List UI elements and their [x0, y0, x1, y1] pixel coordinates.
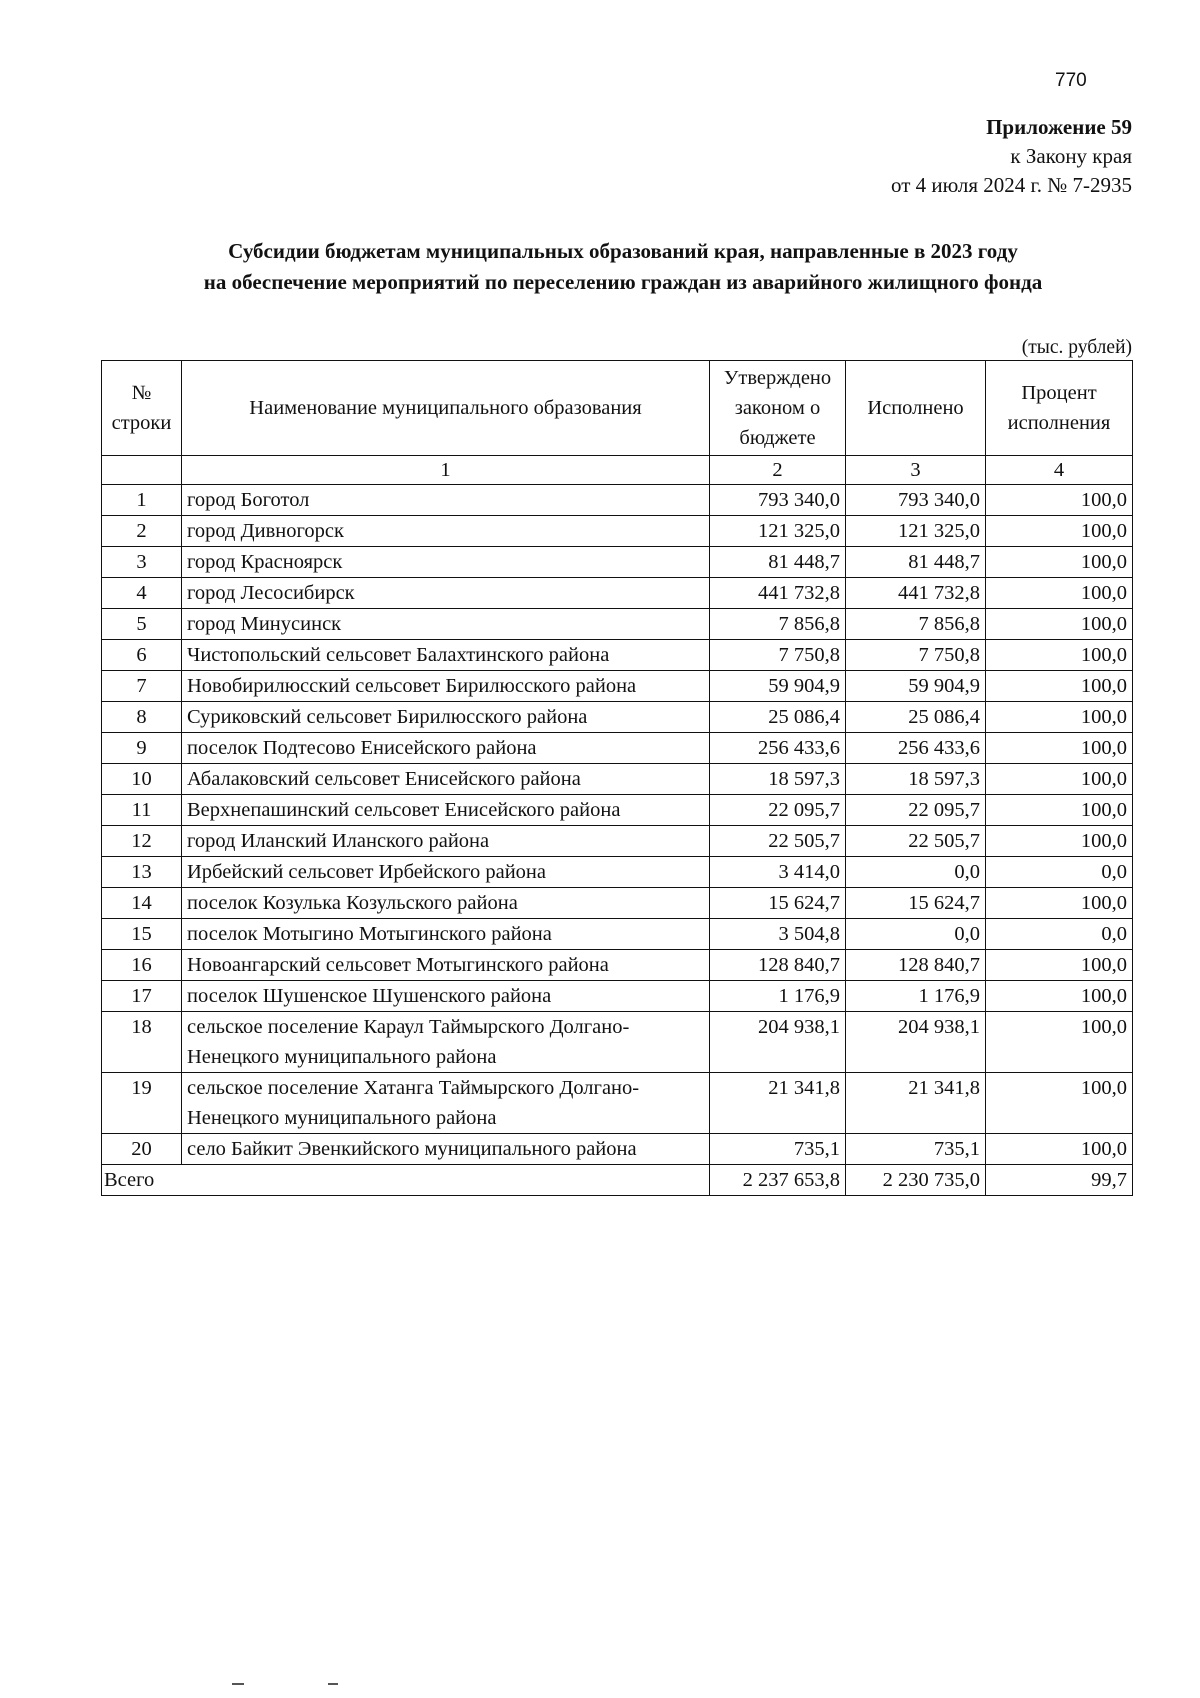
- table-row: [102, 919, 1133, 950]
- header-percent: Процент исполнения: [986, 361, 1133, 456]
- percent-cell: 100,0: [986, 950, 1133, 981]
- column-number: 2: [710, 456, 846, 485]
- municipality-name-cell: поселок Шушенское Шушенского района: [182, 981, 710, 1012]
- table-body: [102, 485, 1133, 1165]
- column-number-blank: [102, 456, 182, 485]
- executed-cell: 0,0: [846, 919, 986, 950]
- percent-cell: 100,0: [986, 578, 1133, 609]
- document-title-line-2: на обеспечение мероприятий по переселению граждан из аварийного жилищного фонда: [203, 270, 1043, 294]
- percent-cell: 100,0: [986, 1073, 1133, 1134]
- scan-artifact: [232, 1683, 244, 1685]
- approved-cell: 21 341,8: [710, 1073, 846, 1134]
- table-row: [102, 1134, 1133, 1165]
- row-number-cell: 10: [102, 764, 182, 795]
- total-approved: 2 237 653,8: [710, 1165, 846, 1196]
- executed-cell: 59 904,9: [846, 671, 986, 702]
- page-number: 770: [1055, 70, 1087, 91]
- municipality-name-cell: село Байкит Эвенкийского муниципального района: [182, 1134, 710, 1165]
- table-row: [102, 1073, 1133, 1134]
- row-number-cell: 20: [102, 1134, 182, 1165]
- row-number-cell: 17: [102, 981, 182, 1012]
- row-number-cell: 8: [102, 702, 182, 733]
- row-number-cell: 9: [102, 733, 182, 764]
- table-row: [102, 764, 1133, 795]
- approved-cell: 22 095,7: [710, 795, 846, 826]
- executed-cell: 735,1: [846, 1134, 986, 1165]
- header-row-number: № строки: [102, 361, 182, 456]
- executed-cell: 793 340,0: [846, 485, 986, 516]
- percent-cell: 100,0: [986, 547, 1133, 578]
- appendix-date: от 4 июля 2024 г. № 7-2935: [891, 173, 1132, 197]
- municipality-name-cell: город Боготол: [182, 485, 710, 516]
- row-number-cell: 5: [102, 609, 182, 640]
- executed-cell: 7 750,8: [846, 640, 986, 671]
- table-row: [102, 1012, 1133, 1073]
- document-title: [100, 236, 1146, 298]
- column-number-row: [102, 456, 1133, 485]
- appendix-law-ref: к Закону края: [1010, 144, 1132, 168]
- approved-cell: 81 448,7: [710, 547, 846, 578]
- table-row: [102, 950, 1133, 981]
- row-number-cell: 14: [102, 888, 182, 919]
- executed-cell: 22 505,7: [846, 826, 986, 857]
- percent-cell: 0,0: [986, 857, 1133, 888]
- table-row: [102, 609, 1133, 640]
- approved-cell: 18 597,3: [710, 764, 846, 795]
- row-number-cell: 1: [102, 485, 182, 516]
- percent-cell: 100,0: [986, 640, 1133, 671]
- row-number-cell: 18: [102, 1012, 182, 1073]
- percent-cell: 100,0: [986, 795, 1133, 826]
- row-number-cell: 19: [102, 1073, 182, 1134]
- appendix-title: Приложение 59: [986, 115, 1132, 139]
- percent-cell: 100,0: [986, 1012, 1133, 1073]
- table-row: [102, 888, 1133, 919]
- executed-cell: 15 624,7: [846, 888, 986, 919]
- percent-cell: 0,0: [986, 919, 1133, 950]
- municipality-name-cell: город Минусинск: [182, 609, 710, 640]
- municipality-name-cell: город Лесосибирск: [182, 578, 710, 609]
- table-row: [102, 733, 1133, 764]
- header-municipality-name: Наименование муниципального образования: [182, 361, 710, 456]
- municipality-name-cell: Абалаковский сельсовет Енисейского района: [182, 764, 710, 795]
- percent-cell: 100,0: [986, 888, 1133, 919]
- percent-cell: 100,0: [986, 609, 1133, 640]
- row-number-cell: 16: [102, 950, 182, 981]
- municipality-name-cell: поселок Мотыгино Мотыгинского района: [182, 919, 710, 950]
- document-title-line-1: Субсидии бюджетам муниципальных образований края, направленные в 2023 году: [228, 239, 1018, 263]
- table-row: [102, 578, 1133, 609]
- executed-cell: 25 086,4: [846, 702, 986, 733]
- scan-artifact: [328, 1683, 338, 1685]
- row-number-cell: 7: [102, 671, 182, 702]
- executed-cell: 128 840,7: [846, 950, 986, 981]
- municipality-name-cell: Верхнепашинский сельсовет Енисейского района: [182, 795, 710, 826]
- executed-cell: 21 341,8: [846, 1073, 986, 1134]
- subsidies-table: [101, 360, 1133, 1196]
- header-row: [102, 361, 1133, 456]
- table-row: [102, 857, 1133, 888]
- executed-cell: 22 095,7: [846, 795, 986, 826]
- total-label: Всего: [102, 1165, 710, 1196]
- municipality-name-cell: Суриковский сельсовет Бирилюсского района: [182, 702, 710, 733]
- column-number: 1: [182, 456, 710, 485]
- table-row: [102, 981, 1133, 1012]
- row-number-cell: 12: [102, 826, 182, 857]
- table-row: [102, 640, 1133, 671]
- approved-cell: 7 856,8: [710, 609, 846, 640]
- appendix-block: [891, 113, 1132, 200]
- row-number-cell: 13: [102, 857, 182, 888]
- row-number-cell: 15: [102, 919, 182, 950]
- municipality-name-cell: город Дивногорск: [182, 516, 710, 547]
- approved-cell: 15 624,7: [710, 888, 846, 919]
- municipality-name-cell: город Иланский Иланского района: [182, 826, 710, 857]
- total-row: [102, 1165, 1133, 1196]
- approved-cell: 204 938,1: [710, 1012, 846, 1073]
- executed-cell: 0,0: [846, 857, 986, 888]
- percent-cell: 100,0: [986, 981, 1133, 1012]
- percent-cell: 100,0: [986, 516, 1133, 547]
- table-row: [102, 485, 1133, 516]
- executed-cell: 18 597,3: [846, 764, 986, 795]
- approved-cell: 25 086,4: [710, 702, 846, 733]
- row-number-cell: 2: [102, 516, 182, 547]
- approved-cell: 793 340,0: [710, 485, 846, 516]
- percent-cell: 100,0: [986, 733, 1133, 764]
- approved-cell: 22 505,7: [710, 826, 846, 857]
- executed-cell: 7 856,8: [846, 609, 986, 640]
- municipality-name-cell: поселок Козулька Козульского района: [182, 888, 710, 919]
- municipality-name-cell: сельское поселение Хатанга Таймырского Долгано-Ненецкого муниципального района: [182, 1073, 710, 1134]
- municipality-name-cell: Ирбейский сельсовет Ирбейского района: [182, 857, 710, 888]
- percent-cell: 100,0: [986, 485, 1133, 516]
- column-number: 3: [846, 456, 986, 485]
- total-executed: 2 230 735,0: [846, 1165, 986, 1196]
- executed-cell: 81 448,7: [846, 547, 986, 578]
- percent-cell: 100,0: [986, 1134, 1133, 1165]
- municipality-name-cell: город Красноярск: [182, 547, 710, 578]
- table-row: [102, 826, 1133, 857]
- municipality-name-cell: Чистопольский сельсовет Балахтинского района: [182, 640, 710, 671]
- executed-cell: 256 433,6: [846, 733, 986, 764]
- units-label: (тыс. рублей): [1021, 337, 1132, 358]
- percent-cell: 100,0: [986, 826, 1133, 857]
- approved-cell: 128 840,7: [710, 950, 846, 981]
- municipality-name-cell: поселок Подтесово Енисейского района: [182, 733, 710, 764]
- table-row: [102, 671, 1133, 702]
- approved-cell: 121 325,0: [710, 516, 846, 547]
- row-number-cell: 3: [102, 547, 182, 578]
- municipality-name-cell: Новоангарский сельсовет Мотыгинского района: [182, 950, 710, 981]
- approved-cell: 256 433,6: [710, 733, 846, 764]
- row-number-cell: 4: [102, 578, 182, 609]
- approved-cell: 7 750,8: [710, 640, 846, 671]
- table-row: [102, 795, 1133, 826]
- percent-cell: 100,0: [986, 702, 1133, 733]
- municipality-name-cell: Новобирилюсский сельсовет Бирилюсского района: [182, 671, 710, 702]
- header-executed: Исполнено: [846, 361, 986, 456]
- approved-cell: 1 176,9: [710, 981, 846, 1012]
- approved-cell: 3 414,0: [710, 857, 846, 888]
- percent-cell: 100,0: [986, 671, 1133, 702]
- table-row: [102, 702, 1133, 733]
- table-row: [102, 516, 1133, 547]
- executed-cell: 441 732,8: [846, 578, 986, 609]
- total-percent: 99,7: [986, 1165, 1133, 1196]
- executed-cell: 1 176,9: [846, 981, 986, 1012]
- row-number-cell: 6: [102, 640, 182, 671]
- approved-cell: 441 732,8: [710, 578, 846, 609]
- approved-cell: 59 904,9: [710, 671, 846, 702]
- approved-cell: 735,1: [710, 1134, 846, 1165]
- executed-cell: 121 325,0: [846, 516, 986, 547]
- approved-cell: 3 504,8: [710, 919, 846, 950]
- table-row: [102, 547, 1133, 578]
- municipality-name-cell: сельское поселение Караул Таймырского Долгано-Ненецкого муниципального района: [182, 1012, 710, 1073]
- header-approved: Утверждено законом о бюджете: [710, 361, 846, 456]
- column-number: 4: [986, 456, 1133, 485]
- executed-cell: 204 938,1: [846, 1012, 986, 1073]
- percent-cell: 100,0: [986, 764, 1133, 795]
- row-number-cell: 11: [102, 795, 182, 826]
